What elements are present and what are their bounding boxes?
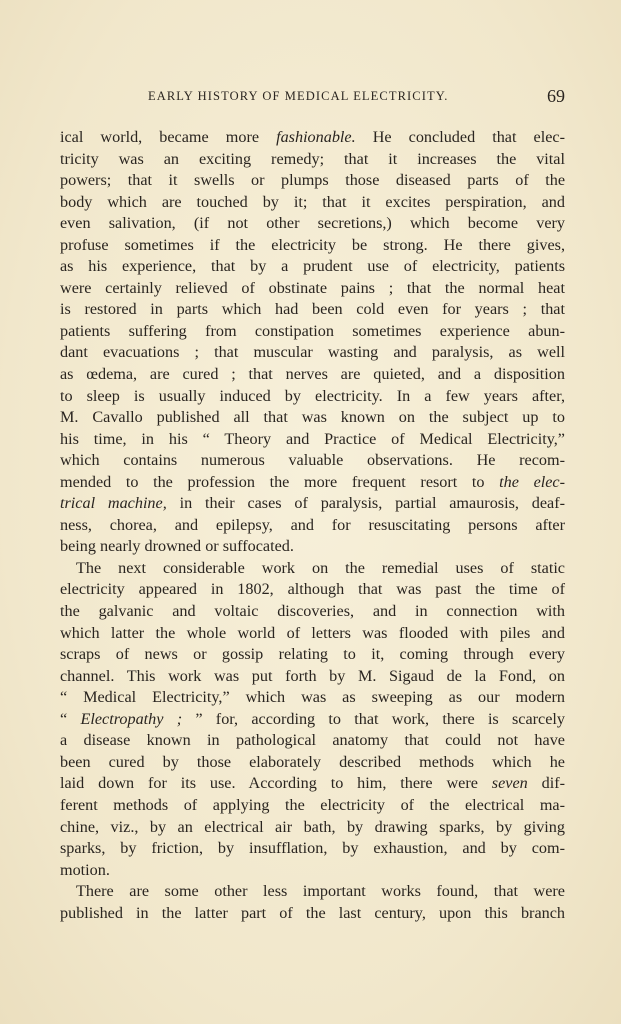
text-line [60, 579, 565, 601]
text-line [60, 235, 565, 257]
text-segment: ferent methods of applying the electricity of the electrical ma- [60, 795, 565, 814]
text-line [60, 903, 565, 925]
running-head: EARLY HISTORY OF MEDICAL ELECTRICITY. [148, 89, 449, 103]
italic-text: Electropathy ; [80, 709, 183, 728]
text-segment: being nearly drowned or suffocated. [60, 537, 294, 556]
text-line [60, 213, 565, 235]
text-line [60, 515, 565, 537]
text-segment: motion. [60, 860, 110, 879]
text-segment: the galvanic and voltaic discoveries, and in connection with [60, 602, 565, 621]
text-segment: channel. This work was put forth by M. Sigaud de la Fond, on [60, 666, 565, 685]
text-segment: electricity appeared in 1802, although that was past the time of [60, 580, 565, 599]
text-segment: were certainly relieved of obstinate pains ; that the normal heat [60, 278, 565, 297]
text-segment: mended to the profession the more frequent resort to [60, 472, 500, 491]
text-segment: dant evacuations ; that muscular wasting and paralysis, as well [60, 343, 565, 362]
text-segment: his time, in his “ Theory and Practice of Medical Electricity,” [60, 429, 565, 448]
text-line [60, 752, 565, 774]
text-segment: even salivation, (if not other secretions,) which become very [60, 214, 565, 233]
text-line [60, 558, 565, 580]
italic-text: trical machine, [60, 494, 167, 513]
text-line [60, 709, 565, 731]
text-line [60, 536, 565, 558]
text-segment: to sleep is usually induced by electricity. In a few years after, [60, 386, 565, 405]
text-segment: “ [60, 709, 81, 728]
text-line [60, 299, 565, 321]
text-segment: The next considerable work on the remedial uses of static [76, 558, 565, 577]
text-segment: is restored in parts which had been cold even for years ; that [60, 300, 565, 319]
text-segment: There are some other less important works found, that were [76, 882, 565, 901]
text-line [60, 881, 565, 903]
text-line [60, 601, 565, 623]
italic-text: the elec- [499, 472, 566, 491]
text-line [60, 838, 565, 860]
text-segment: tricity was an exciting remedy; that it increases the vital [60, 149, 565, 168]
text-line [60, 860, 565, 882]
text-segment: scraps of news or gossip relating to it, coming through every [60, 645, 565, 664]
text-segment: He concluded that elec- [355, 128, 565, 146]
text-segment: which latter the whole world of letters was flooded with piles and [60, 623, 565, 642]
text-line [60, 472, 565, 494]
page-number: 69 [547, 86, 565, 106]
text-segment: “ Medical Electricity,” which was as sweeping as our modern [60, 688, 565, 707]
text-segment: patients suffering from constipation sometimes experience abun- [60, 321, 565, 340]
text-line [60, 644, 565, 666]
text-line [60, 450, 565, 472]
text-line [60, 795, 565, 817]
text-line [60, 429, 565, 451]
text-line [60, 256, 565, 278]
text-line [60, 170, 565, 192]
text-line [60, 127, 565, 149]
text-segment: a disease known in pathological anatomy that could not have [60, 731, 565, 750]
text-segment: in their cases of paralysis, partial amaurosis, deaf- [166, 494, 565, 513]
text-segment: published in the latter part of the last century, upon this branch [60, 903, 565, 922]
text-segment: laid down for its use. According to him, there were [60, 774, 492, 793]
text-segment: as his experience, that by a prudent use of electricity, patients [60, 257, 565, 276]
text-segment: been cured by those elaborately described methods which he [60, 752, 565, 771]
text-segment: ical world, became more [60, 128, 277, 146]
text-segment: sparks, by friction, by insufflation, by exhaustion, and by com- [60, 839, 565, 858]
page-header [60, 86, 565, 108]
text-segment: powers; that it swells or plumps those diseased parts of the [60, 171, 565, 190]
text-segment: M. Cavallo published all that was known on the subject up to [60, 408, 565, 427]
text-line [60, 364, 565, 386]
text-line [60, 817, 565, 839]
text-segment: which contains numerous valuable observations. He recom- [60, 451, 565, 470]
text-line [60, 321, 565, 343]
text-line [60, 773, 565, 795]
text-line [60, 493, 565, 515]
text-line [60, 149, 565, 171]
italic-text: fashionable. [276, 128, 356, 146]
text-line [60, 687, 565, 709]
text-segment: profuse sometimes if the electricity be strong. He there gives, [60, 235, 565, 254]
text-line [60, 407, 565, 429]
text-segment: dif- [527, 774, 565, 793]
text-line [60, 386, 565, 408]
text-line [60, 666, 565, 688]
text-line [60, 730, 565, 752]
text-line [60, 342, 565, 364]
text-segment: body which are touched by it; that it excites perspiration, and [60, 192, 565, 211]
text-line [60, 192, 565, 214]
text-segment: ness, chorea, and epilepsy, and for resuscitating persons after [60, 515, 565, 534]
text-segment: chine, viz., by an electrical air bath, by drawing sparks, by giving [60, 817, 565, 836]
italic-text: seven [491, 774, 528, 793]
text-segment: ” for, according to that work, there is scarcely [182, 709, 566, 728]
text-line [60, 278, 565, 300]
text-line [60, 623, 565, 645]
body-text [60, 127, 565, 924]
text-segment: as œdema, are cured ; that nerves are quieted, and a disposition [60, 365, 565, 384]
